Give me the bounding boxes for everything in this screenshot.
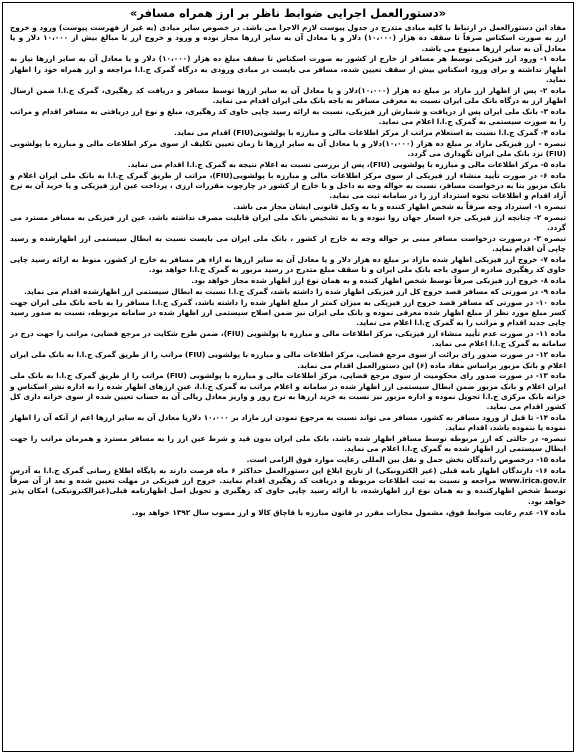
paragraph-text: درصورت درخواست مسافر مبنی بر حواله وجه به خارج از کشور ، بانک ملی ایران می بایست نسبت به ابطال سیستمی ارز اظهارشده و رسید چاپی آن اقدام نماید. bbox=[10, 233, 566, 254]
paragraph-text: در صورت صدور رای برائت از سوی مرجع قضایی، مرکز اطلاعات مالی و مبارزه با پولشویی (FIU) مراتب را از طریق گمرک ج.ا.ا به بانک ملی ایران اعلام و بانک مزبور براساس مفاد ماده (۶) این دستورالعمل اقدام می نماید. bbox=[10, 350, 566, 370]
article-label: ماده ۱۰- bbox=[535, 297, 567, 307]
paragraph bbox=[10, 128, 566, 138]
paragraph-text: درخصوص رانندگان بخش حمل و نقل بین المللی رعایت موارد فوق الزامی است. bbox=[246, 455, 534, 465]
article-label: تبصره ۱- bbox=[534, 202, 566, 211]
paragraph-text: بانک ملی ایران پس از دریافت و شمارش ارز فیزیکی، نسبت به ارائه رسید چاپی حاوی کد رهگیری، مبلغ و نوع ارز دریافتی به مسافر اقدام و مراتب را به صورت سیستمی به گمرک ج.ا.ا اعلام می نماید. bbox=[10, 106, 566, 127]
paragraph bbox=[10, 171, 566, 202]
paragraph-text: در صورتی که مسافر قصد خروج ارز فیزیکی به میزان کمتر از مبلغ اظهار شده را داشته باشد، گمرک ج.ا.ا مسافر را به باجه بانک ملی ایران جهت کسر مبلغ مورد نظر از مبلغ اظهار شده معرفی نموده و بانک ملی ایران نیز ضمن اصلاح سیستمی ارز اظهار شده در سامانه مربوطه، نسبت به صدور رسید چاپی جدید اقدام و مراتب را به گمرک ج.ا.ا اعلام می نماید. bbox=[10, 297, 566, 328]
article-label: ماده ۱۴- bbox=[536, 412, 566, 422]
article-label: ماده ۹- bbox=[540, 286, 566, 296]
paragraph bbox=[10, 255, 566, 276]
article-label: ماده ۱۷- bbox=[536, 507, 566, 517]
paragraph bbox=[10, 139, 566, 160]
document-body bbox=[10, 23, 566, 518]
article-label: ماده ۱۳- bbox=[535, 371, 567, 381]
article-label: ماده ۱۵- bbox=[536, 455, 566, 465]
article-label: ماده ۱- bbox=[539, 54, 567, 64]
paragraph-text: در صورت عدم تأیید منشاء ارز فیزیکی، مرکز اطلاعات مالی و مبارزه با پولشویی (FIU)، ضمن طرح شکایت در مرجع قضایی، مراتب را جهت درج در سامانه به گمرک ج.ا.ا اعلام می نماید. bbox=[10, 329, 566, 349]
article-label: ماده ۸- bbox=[540, 276, 566, 286]
article-label: تبصره ۲- bbox=[533, 212, 566, 222]
paragraph bbox=[10, 202, 566, 212]
paragraph-text: خروج ارز فیزیکی صرفاً توسط شخص اظهار کننده و به همان نوع ارز اظهار شده مجاز خواهد بود. bbox=[191, 276, 539, 286]
paragraph-text: گمرک ج.ا.ا نسبت به استعلام مراتب از مرکز اطلاعات مالی و مبارزه با پولشویی(FIU) اقدام می نماید. bbox=[174, 127, 539, 137]
paragraph-text: ارز فیزیکی مازاد بر مبلغ ده هزار (۱۰،۰۰۰)دلار و یا معادل آن به سایر ارزها تا زمان تعیین تکلیف از سوی مرکز اطلاعات مالی و مبارزه با پولشویی (FIU) نزد بانک ملی ایران نگهداری می گردد. bbox=[10, 138, 566, 158]
paragraph-text: مفاد این دستورالعمل در ارتباط با کلیه مبادی متدرج در جدول پیوست لازم الاجرا می باشد. در خصوص سایر مبادی (به غیر از فهرست پیوست) ورود و خروج ارز به صورت اسکناس صرفاً تا سقف ده هزار (۱۰،۰۰۰) دلار و یا معادل آن به سایر ارزها مجاز بوده و ورود و خروج ارز با مبالغ بیش از ۱۰،۰۰۰ دلار و یا معادل آن به سایر ارزها ممنوع می باشد. bbox=[10, 23, 567, 53]
paragraph-text: مرکز اطلاعات مالی و مبارزه با پولشویی (FIU)، پس از بررسی نسبت به اعلام نتیجه به گمرک ج.ا.ا اقدام می نماید. bbox=[127, 159, 539, 169]
paragraph bbox=[10, 54, 566, 85]
article-label: ماده ۷- bbox=[540, 255, 567, 265]
paragraph bbox=[10, 107, 566, 128]
paragraph bbox=[10, 234, 566, 255]
paragraph bbox=[10, 371, 566, 412]
paragraph bbox=[10, 86, 566, 107]
paragraph-text: پس از اظهار ارز مازاد بر مبلغ ده هزار (۱۰،۰۰۰)دلار و یا معادل آن به سایر ارزها توسط مسافر و دریافت کد رهگیری، گمرک ج.ا.ا ضمن ارسال اظهار ارز به درگاه بانک ملی ایران نسبت به معرفی مسافر به باجه بانک ملی ایران اقدام می نماید. bbox=[10, 85, 566, 105]
article-label: ماده ۱۶- bbox=[535, 465, 566, 475]
paragraph bbox=[10, 350, 566, 371]
paragraph-text: دارندگان اظهار نامه قبلی (غیر الکترونیکی) از تاریخ ابلاغ این دستورالعمل حداکثر ۶ ماه فرصت دارند به پایگاه اطلاع رسانی گمرک ج.ا.ا به آدرس www.irica.gov.ir مراجعه و نسبت به ثبت اطلاعات مربوطه و دریافت کد رهگیری اقدام نمایند. خروج ارز فیزیکی در مهلت تعیین شده و بعد از آن صرفاً توسط شخص اظهارکننده و به همان نوع ارز اظهارشده، با ارائه رسید چاپی حاوی کد رهگیری و تحویل اصل اظهارنامه قبلی(غیرالکترونیکی) امکان پذیر خواهد بود. bbox=[10, 465, 566, 506]
paragraph-text: استرداد وجه صرفاً به شخص اظهار کننده و یا به وکیل قانونی ایشان مجاز می باشد. bbox=[233, 202, 532, 211]
article-label: ماده ۱۲- bbox=[536, 350, 567, 360]
paragraph-text: در حالتی که ارز مربوطه توسط مسافر اظهار شده باشد، بانک ملی ایران بدون قید و شرط عین ارز را به مسافر مسترد و همزمان مراتب را جهت ابطال سیستمی ارز اظهار شده به گمرک ج.ا.ا اعلام می نماید. bbox=[10, 434, 566, 454]
article-label: تبصره ۳- bbox=[533, 233, 566, 243]
paragraph-text: در صورتی که مسافر قصد خروج کل ارز فیزیکی اظهار شده را داشته باشد، گمرک ج.ا.ا نسبت به ابطال سیستمی ارز اظهارشده اقدام می نماید. bbox=[24, 286, 539, 296]
paragraph bbox=[10, 455, 566, 465]
article-label: ماده ۶- bbox=[540, 170, 566, 180]
paragraph-text: در صورت تأیید منشاء ارز فیزیکی از سوی مرکز اطلاعات مالی و مبارزه با پولشویی(FIU)، مراتب از طریق گمرک ج.ا.ا به بانک ملی ایران اعلام و بانک مزبور بنا به درخواست مسافر، نسبت به حواله وجه به داخل و یا خارج از کشور در چارچوب مقررات ارزی ، پرداخت عین ارز فیزیکی و یا خرید آن به نرخ آزاد اقدام و اطلاعات نحوه استرداد ارز را در سامانه ثبت می نماید. bbox=[10, 170, 566, 201]
paragraph bbox=[10, 298, 566, 329]
paragraph bbox=[10, 287, 566, 297]
paragraph bbox=[10, 329, 566, 350]
paragraph-text: چنانچه ارز فیزیکی جزء اسعار جهان روا نبوده و یا به تشخیص بانک ملی ایران قابلیت مصرف نداشته باشد، عین ارز فیزیکی به مسافر مسترد می گردد. bbox=[10, 212, 566, 233]
paragraph bbox=[10, 213, 566, 234]
article-label: ماده ۴- bbox=[540, 127, 566, 137]
paragraph bbox=[10, 276, 566, 286]
paragraph bbox=[10, 434, 566, 455]
paragraph bbox=[10, 466, 566, 507]
paragraph-text: در صورت صدور رای محکومیت از سوی مرجع قضایی، مرکز اطلاعات مالی و مبارزه با پولشویی (FIU) مراتب را از طریق گمرک ج.ا.ا به بانک ملی ایران اعلام و بانک مزبور ضمن ابطال سیستمی ارز اظهار شده در سامانه و اعلام مراتب به گمرک ج.ا.ا، عین ارزهای اظهار شده را به اداره نشر اسکناس و خزانه بانک مرکزی ج.ا.ا تحویل نموده و اداره مزبور نیز نسبت به خرید ارزها به نرخ روز و واریز معادل ریالی آن به حساب تعیین شده از سوی خزانه داری کل کشور اقدام می نماید. bbox=[10, 371, 566, 412]
paragraph bbox=[10, 23, 566, 54]
paragraph bbox=[10, 160, 566, 170]
paragraph bbox=[10, 508, 566, 518]
article-label: تبصره- bbox=[541, 434, 566, 444]
paragraph-text: عدم رعایت ضوابط فوق، مشمول مجازات مقرر در قانون مبارزه با قاچاق کالا و ارز مصوب سال ۱۳۹۲ خواهد بود. bbox=[131, 507, 534, 517]
paragraph-text: خروج ارز فیزیکی اظهار شده مازاد بر مبلغ ده هزار دلار و یا معادل آن به سایر ارزها به ازاء هر مسافر به خارج از کشور، منوط به ارائه رسید چاپی حاوی کد رهگیری صادره از سوی باجه بانک ملی ایران و تا سقف مبلغ متدرج در رسید مزبور به گمرک ج.ا.ا خواهد بود. bbox=[10, 255, 566, 275]
article-label: ماده ۳- bbox=[540, 106, 566, 116]
paragraph bbox=[10, 413, 566, 434]
article-label: ماده ۵- bbox=[540, 159, 566, 169]
paragraph-text: تا قبل از ورود مسافر به کشور، مسافر می تواند نسبت به مرجوع نمودن ارز مازاد بر ۱۰،۰۰۰ دلاریا معادل آن به سایر ارزها اعم از آنکه آن را اظهار نموده یا ننموده باشد، اقدام نماید. bbox=[10, 412, 566, 433]
paragraph-text: ورود ارز فیزیکی توسط هر مسافر از خارج از کشور به صورت اسکناس تا سقف مبلغ ده هزار (۱۰،۰۰۰) دلار و یا معادل آن به سایر ارزها نیاز به اظهار نداشته و برای ورود اسکناس بیش از سقف تعیین شده، مسافر می بایست در مبادی ورودی به درگاه گمرک ج.ا.ا مراجعه و ارز همراه خود را اظهار نماید. bbox=[10, 54, 566, 84]
article-label: تبصره - bbox=[538, 138, 567, 148]
document-title: «دستورالعمل اجرایی ضوابط ناظر بر ارز همراه مسافر» bbox=[129, 6, 447, 20]
article-label: ماده ۱۱- bbox=[536, 329, 566, 339]
document-page bbox=[2, 2, 574, 752]
article-label: ماده ۲- bbox=[539, 85, 566, 95]
